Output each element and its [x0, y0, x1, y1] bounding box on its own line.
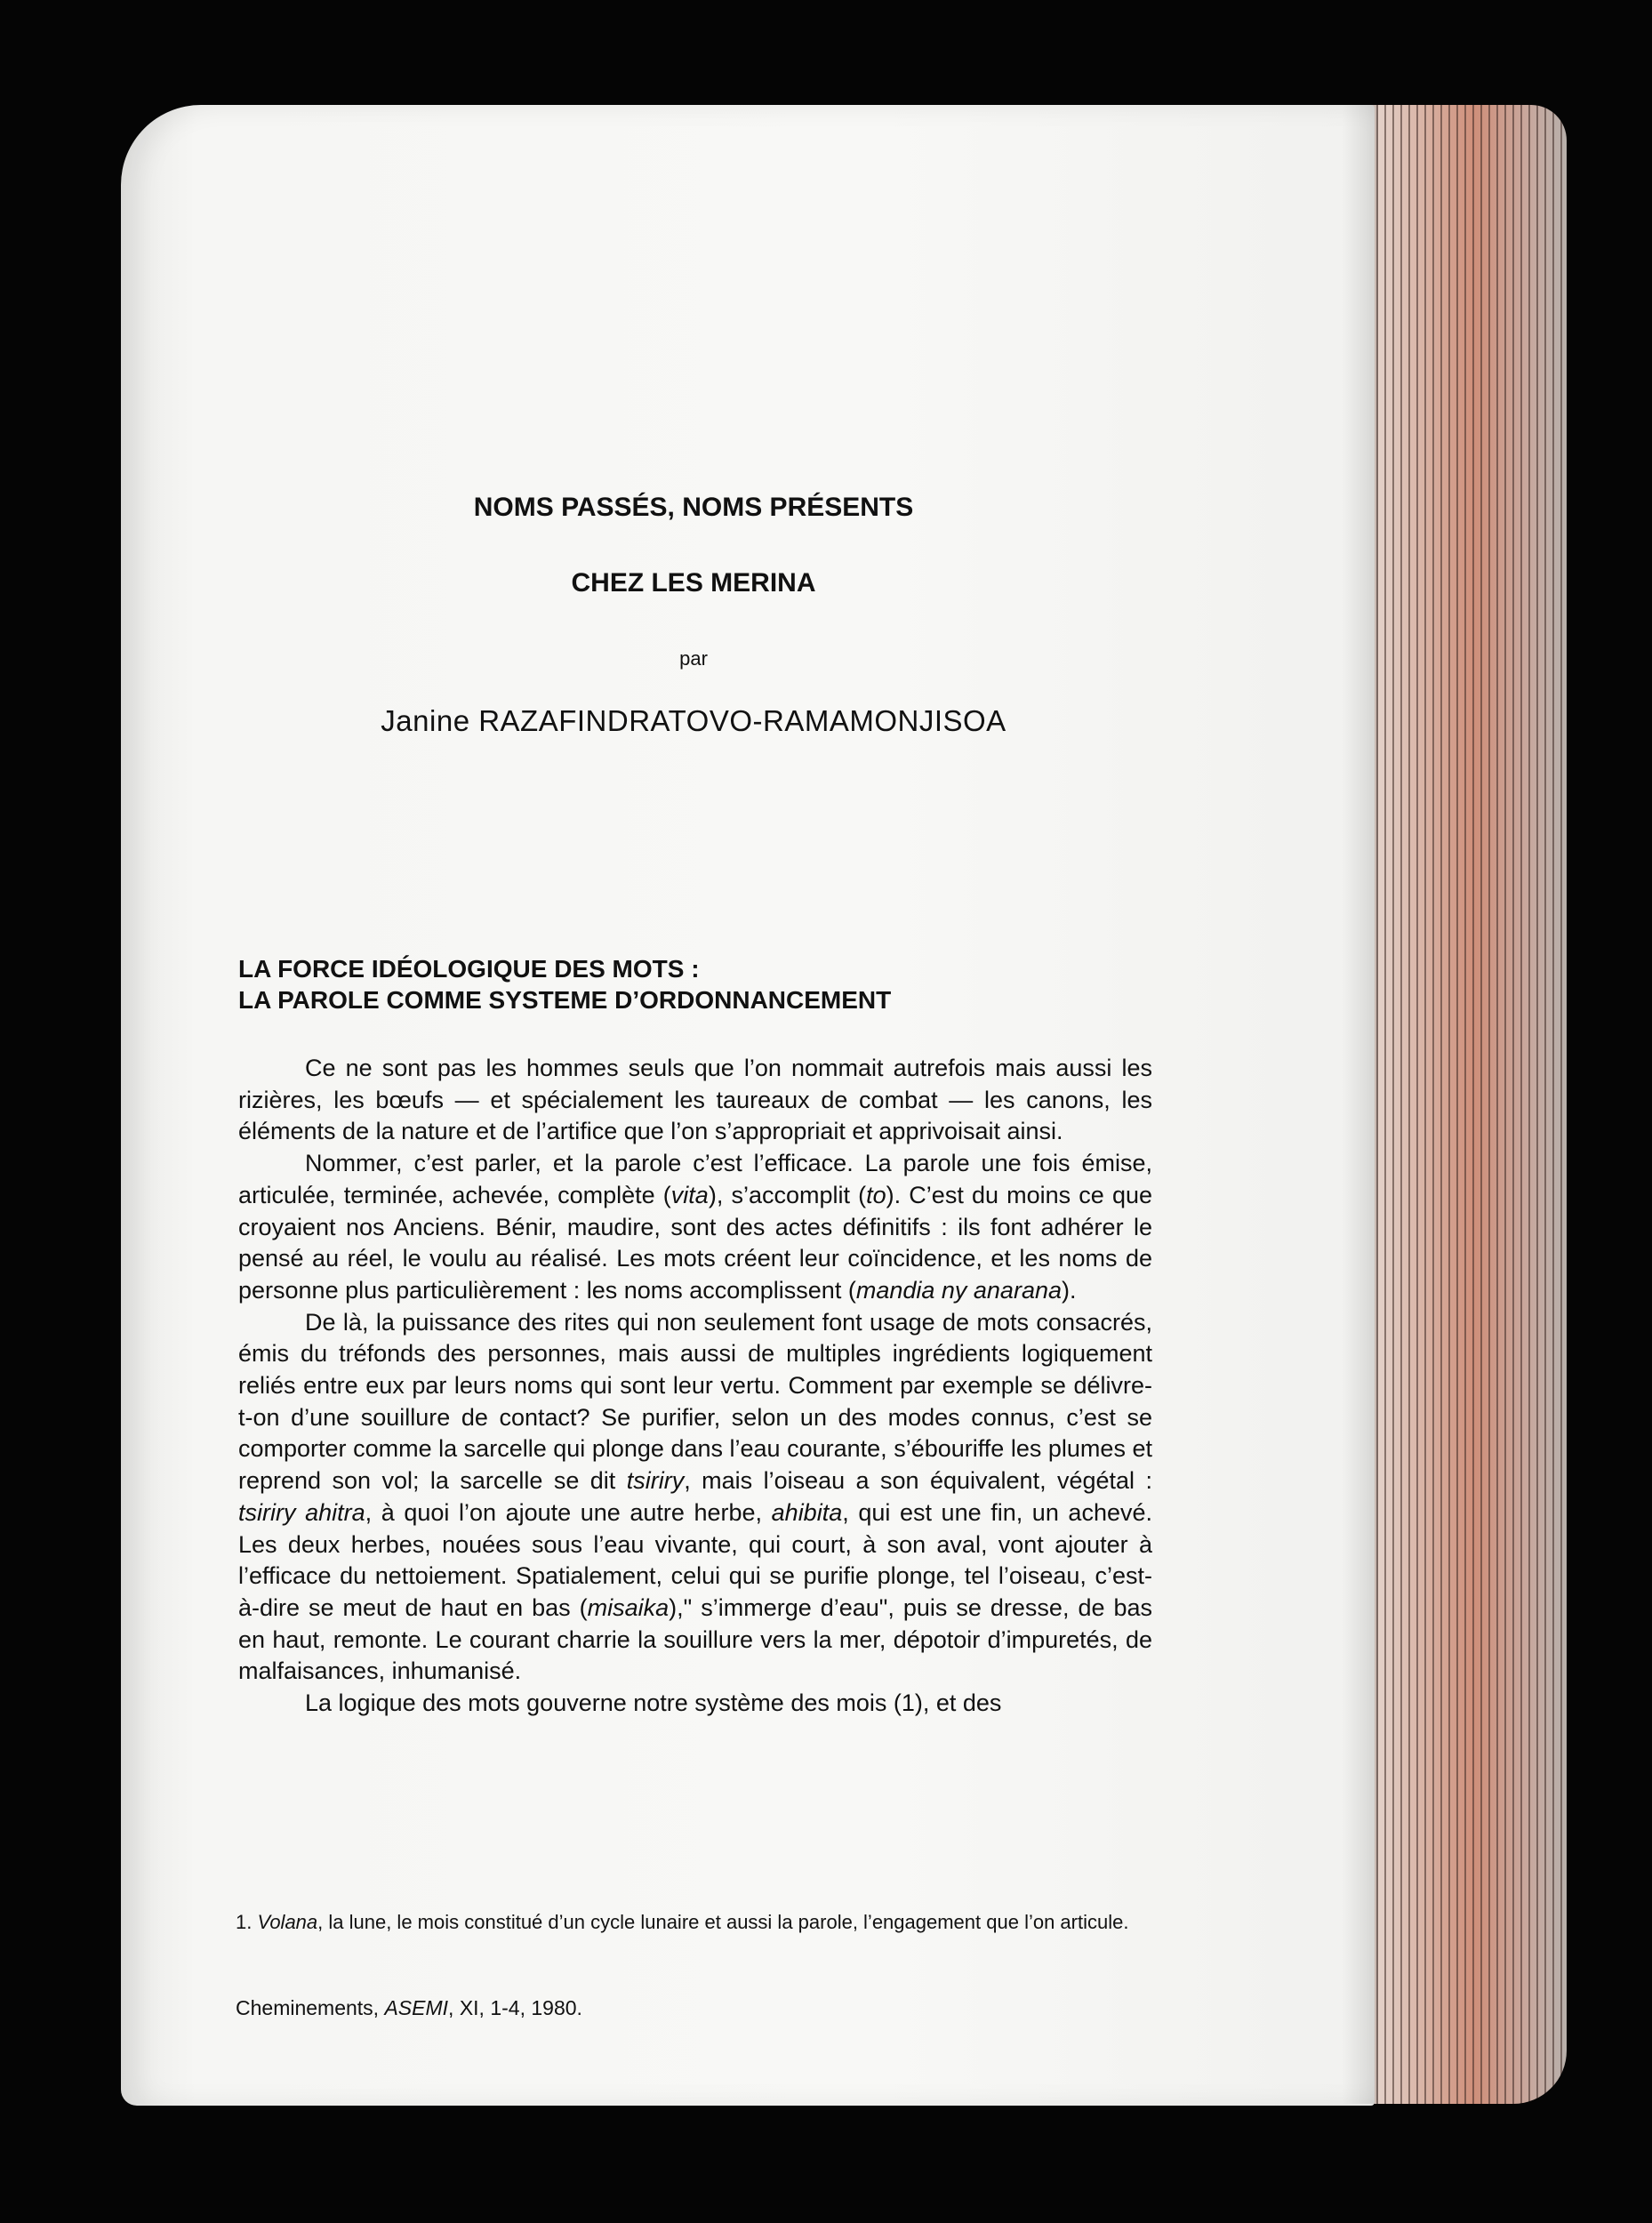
- journal-citation: Cheminements, ASEMI, XI, 1-4, 1980.: [236, 1996, 582, 2019]
- paragraph-1: Ce ne sont pas les hommes seuls que l’on nommait autrefois mais aussi les rizières, les bœufs — et spécialement les taureaux de combat — les canons, les éléments de la nature et de l’artifice que l’on s’appropriait et apprivoisait ainsi.: [238, 1055, 1152, 1145]
- article-body: [238, 1053, 1152, 1720]
- section-heading-line-2: LA PAROLE COMME SYSTEME D’ORDONNANCEMENT: [238, 986, 892, 1014]
- title-line-1: NOMS PASSÉS, NOMS PRÉSENTS: [473, 493, 914, 522]
- footnote: 1. Volana, la lune, le mois constitué d’un cycle lunaire et aussi la parole, l’engagement que l’on articule.: [236, 1911, 1129, 1933]
- show-through-text: [240, 227, 1156, 258]
- author-name: Janine RAZAFINDRATOVO-RAMAMONJISOA: [381, 704, 1006, 737]
- page-gutter-shadow: [1343, 105, 1378, 2104]
- paragraph-4: La logique des mots gouverne notre système des mois (1), et des: [305, 1689, 1002, 1717]
- page-edges: [1360, 105, 1567, 2104]
- section-heading-line-1: LA FORCE IDÉOLOGIQUE DES MOTS :: [238, 955, 700, 983]
- paragraph-3: De là, la puissance des rites qui non seulement font usage de mots consacrés, émis du tréfonds des personnes, mais aussi de multiples ingrédients logiquement reliés entre eux par leurs noms qui sont leur vertu. Comment par exemple se délivre-t-on d’une souillure de contact? Se purifier, selon un des modes connus, c’est se comporter comme la sarcelle qui plonge dans l’eau courante, s’ébouriffe les plumes et reprend son vol; la sarcelle se dit tsiriry, mais l’oiseau a son équivalent, végétal : tsiriry ahitra, à quoi l’on ajoute une autre herbe, ahibita, qui est une fin, un achevé. Les deux herbes, nouées sous l’eau vivante, qui court, à son aval, vont ajouter à l’efficace du nettoiement. Spatialement, celui qui se purifie plonge, tel l’oiseau, c’est-à-dire se meut de haut en bas (misaika)," s’immerge d’eau", puis se dresse, de bas en haut, remonte. Le courant charrie la souillure vers la mer, dépotoir d’impuretés, de malfaisances, inhumanisé.: [238, 1308, 1152, 1685]
- byline-par: par: [679, 647, 708, 670]
- title-line-2: CHEZ LES MERINA: [571, 568, 816, 598]
- paragraph-2: Nommer, c’est parler, et la parole c’est l’efficace. La parole une fois émise, articulée, terminée, achevée, complète (vita), s’accomplit (to). C’est du moins ce que croyaient nos Anciens. Bénir, maudire, sont des actes définitifs : ils font adhérer le pensé au réel, le voulu au réalisé. Les mots créent leur coïncidence, et les noms de personne plus particulièrement : les noms accomplissent (mandia ny anarana).: [238, 1150, 1152, 1304]
